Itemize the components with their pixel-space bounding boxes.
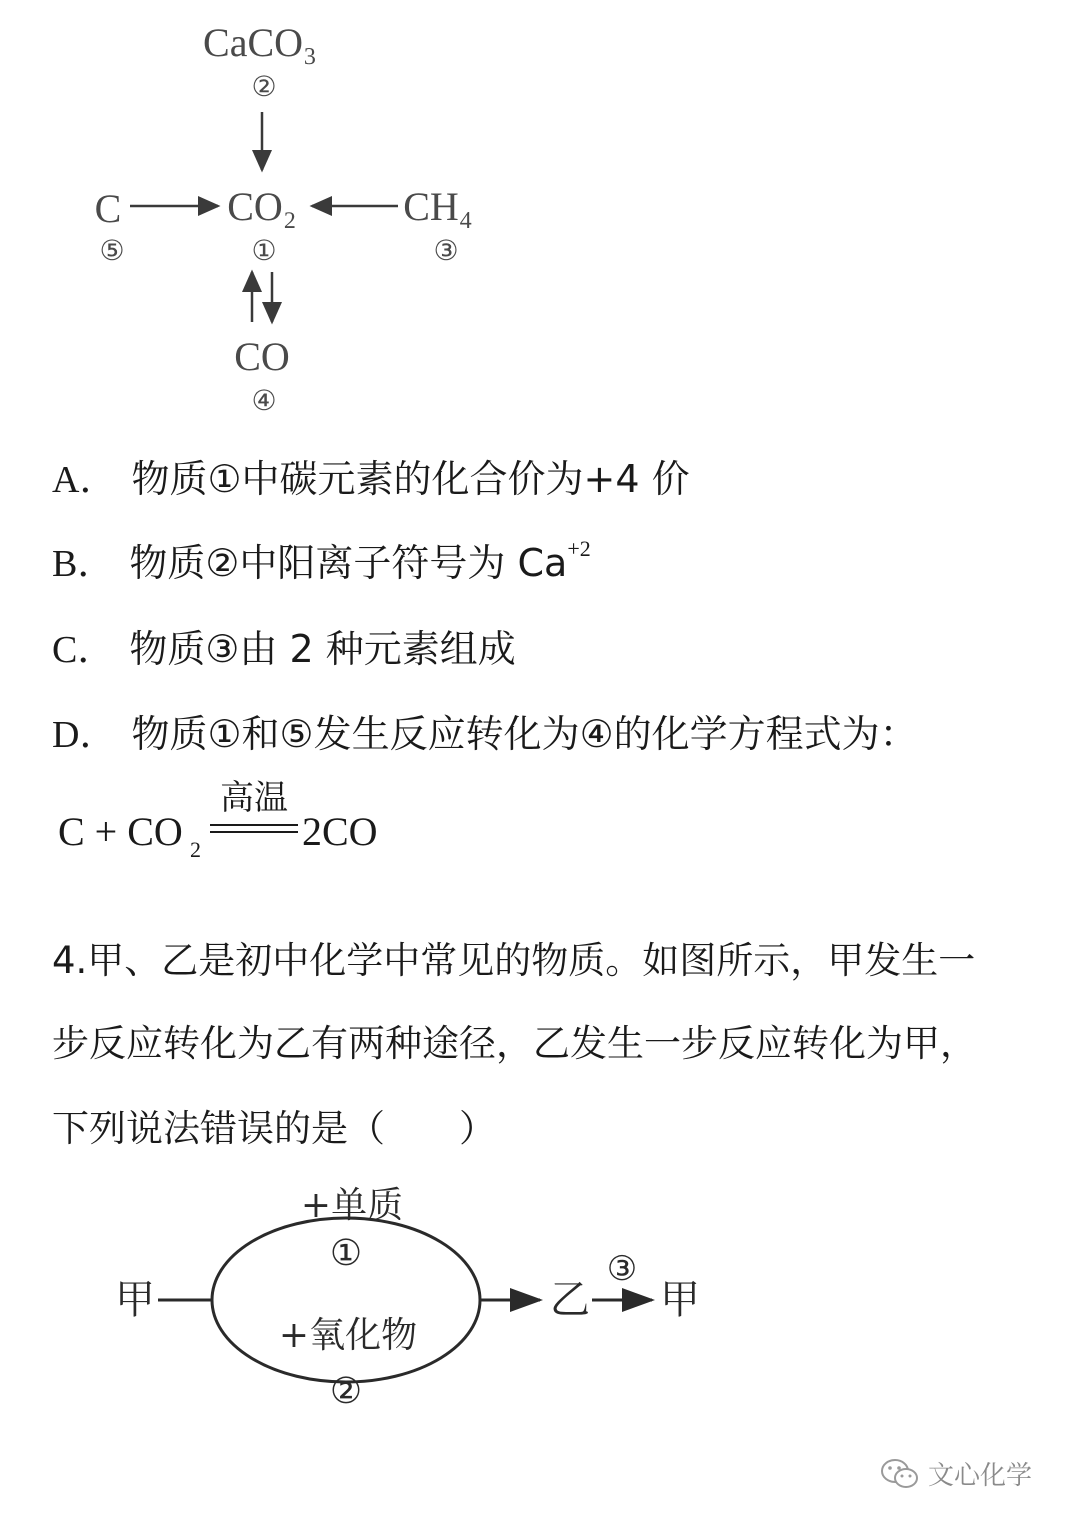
- number-2-label: ②: [251, 72, 277, 103]
- number-1-label: ①: [251, 236, 277, 267]
- c-label: C: [94, 186, 122, 231]
- number-3-label: ③: [433, 236, 459, 267]
- yi-label: 乙: [550, 1277, 590, 1323]
- wechat-icon: [880, 1457, 920, 1491]
- option-c-text: 物质③由 2 种元素组成: [129, 627, 516, 671]
- equation-subscript: 2: [190, 837, 201, 862]
- option-a-text: 物质①中碳元素的化合价为+4 价: [131, 457, 690, 501]
- option-d-letter: D．: [52, 714, 118, 756]
- question-4-line-3: 下列说法错误的是（ ）: [52, 1107, 496, 1150]
- jia-left-label: 甲: [115, 1277, 155, 1323]
- jia-yi-conversion-diagram: [100, 1175, 720, 1435]
- bottom-reagent-label: +氧化物: [278, 1315, 418, 1356]
- equation-left: C + CO: [58, 809, 183, 854]
- option-c: [52, 618, 516, 673]
- equation-right: 2CO: [302, 809, 378, 854]
- number-4-label: ④: [251, 386, 277, 417]
- carbon-conversion-diagram: [80, 10, 520, 420]
- co2-label: CO₂: [227, 184, 297, 229]
- option-d-text: 物质①和⑤发生反应转化为④的化学方程式为：: [131, 712, 918, 756]
- watermark: [880, 1455, 1032, 1492]
- pathway-2-number: ②: [329, 1371, 363, 1412]
- option-c-letter: C．: [52, 629, 116, 671]
- option-a-letter: A．: [52, 459, 118, 501]
- option-b-superscript: +2: [567, 536, 591, 562]
- option-b-text: 物质②中阳离子符号为 Ca: [129, 541, 568, 585]
- question-4-line-1: 4.甲、乙是初中化学中常见的物质。如图所示，甲发生一: [52, 939, 976, 982]
- number-5-label: ⑤: [99, 236, 125, 267]
- question-4-line-2: 步反应转化为乙有两种途径，乙发生一步反应转化为甲，: [52, 1022, 977, 1065]
- option-b-letter: B．: [52, 543, 116, 585]
- pathway-3-number: ③: [606, 1249, 638, 1289]
- equation-condition: 高温: [220, 778, 288, 818]
- option-a: [52, 448, 690, 503]
- co-label: CO: [234, 334, 290, 379]
- caco3-label: CaCO₃: [203, 20, 317, 65]
- ch4-label: CH₄: [403, 184, 473, 229]
- jia-right-label: 甲: [660, 1277, 700, 1323]
- watermark-text: 文心化学: [928, 1461, 1033, 1491]
- option-b: [52, 532, 591, 587]
- chemical-equation: [58, 775, 418, 865]
- top-reagent-label: +单质: [300, 1185, 404, 1226]
- option-d: [52, 703, 918, 758]
- pathway-1-number: ①: [329, 1233, 363, 1274]
